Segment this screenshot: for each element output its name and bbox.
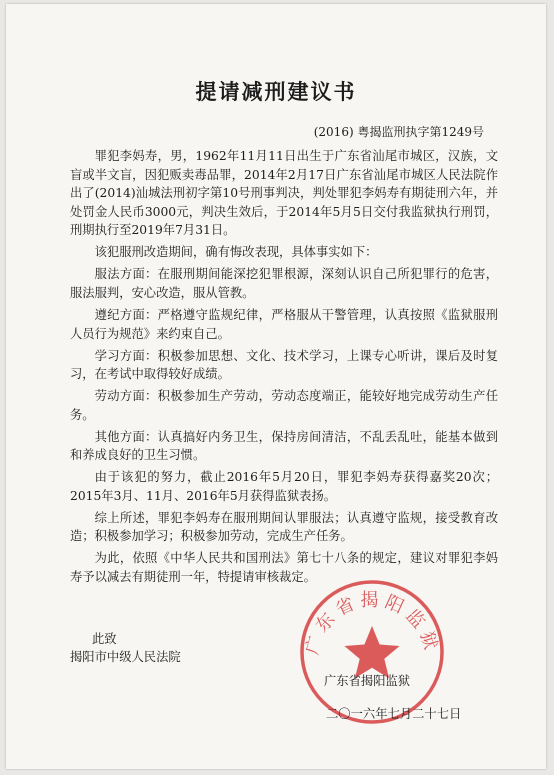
- document-body: [70, 147, 498, 590]
- paragraph-other: 其他方面：认真搞好内务卫生，保持房间清洁，不乱丢乱吐，能基本做到和养成良好的卫生习惯。: [70, 429, 498, 463]
- paragraph-study: 学习方面：积极参加思想、文化、技术学习，上课专心听讲，课后及时复习，在考试中取得较好成绩。: [70, 348, 498, 382]
- document-title: 提请减刑建议书: [195, 79, 357, 104]
- paragraph-awards: 由于该犯的努力，截止2016年5月20日，罪犯李妈寿获得嘉奖20次；2015年3月、11月、2016年5月获得监狱表扬。: [70, 470, 498, 503]
- paragraph-obedience: 服法方面：在服刑期间能深挖犯罪根源，深刻认识自己所犯罪行的危害，服法服判，安心改造，服从管教。: [70, 267, 498, 300]
- paragraph-labor: 劳动方面：积极参加生产劳动，劳动态度端正，能较好地完成劳动生产任务。: [70, 389, 498, 422]
- issuing-organization: 广东省揭阳监狱: [324, 674, 411, 688]
- paragraph-recommendation: 为此，依照《中华人民共和国刑法》第七十八条的规定，建议对罪犯李妈寿予以减去有期徒刑一年，特提请审核裁定。: [70, 551, 498, 584]
- paragraph-summary: 综上所述，罪犯李妈寿在服刑期间认罪服法；认真遵守监规，接受教育改造；积极参加学习；积极参加劳动，完成生产任务。: [70, 510, 498, 544]
- closing-salutation: 此致: [92, 632, 117, 646]
- issue-date: 二〇一六年七月二十七日: [326, 707, 462, 721]
- paragraph-intro: 该犯服刑改造期间，确有悔改表现，具体事实如下：: [94, 245, 378, 260]
- document-number: (2016) 粤揭监刑执字第1249号: [313, 125, 484, 139]
- recipient-court: 揭阳市中级人民法院: [70, 650, 181, 664]
- document-page: [6, 4, 546, 769]
- paragraph-discipline: 遵纪方面：严格遵守监规纪律，严格服从干警管理，认真按照《监狱服刑人员行为规范》来约束自己。: [70, 307, 498, 341]
- svg-text:广东省揭阳监狱: 广东省揭阳监狱: [301, 590, 443, 658]
- paragraph-criminal-info: 罪犯李妈寿，男，1962年11月11日出生于广东省汕尾市城区，汉族，文盲或半文盲，因犯贩卖毒品罪，2014年2月17日广东省汕尾市城区人民法院作出了(2014)汕城法刑初字第10号刑事判决，判处罪犯李妈寿有期徒刑六年，并处罚金人民币3000元，判决生效后，于2014年5月5日交付我监狱执行刑罚，刑期执行至2019年7月31日。: [70, 149, 498, 238]
